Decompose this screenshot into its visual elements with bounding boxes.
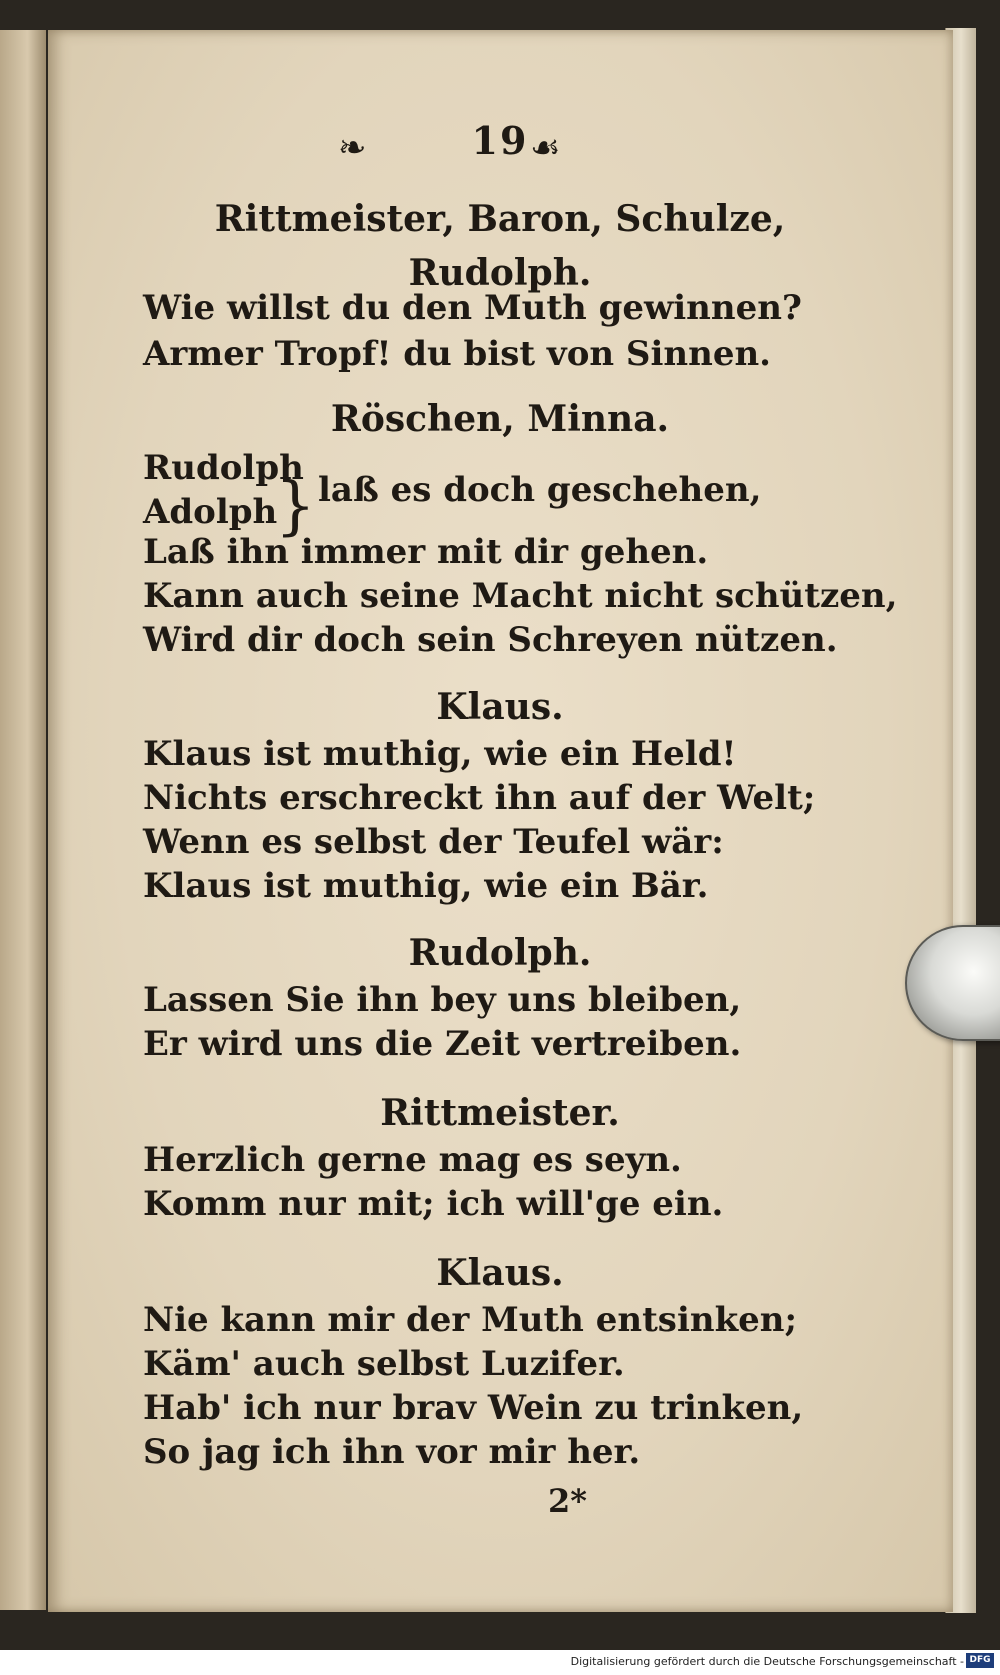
verse-line: Kann auch seine Macht nicht schützen,: [143, 576, 898, 616]
speaker-heading: Röschen, Minna.: [330, 398, 670, 440]
verse-line: Klaus ist muthig, wie ein Bär.: [143, 866, 709, 906]
brace-name: Adolph: [143, 492, 278, 532]
verse-line: So jag ich ihn vor mir her.: [143, 1432, 641, 1472]
footer-credit: Digitalisierung gefördert durch die Deutsche Forschungsgemeinschaft -: [570, 1655, 964, 1668]
verse-line: Armer Tropf! du bist von Sinnen.: [143, 334, 772, 374]
verse-line: Wenn es selbst der Teufel wär:: [143, 822, 724, 862]
verse-line: Lassen Sie ihn bey uns bleiben,: [143, 980, 742, 1020]
verse-line: Er wird uns die Zeit vertreiben.: [143, 1024, 742, 1064]
page-number: 19: [471, 118, 529, 163]
speaker-heading: Rudolph.: [408, 252, 592, 294]
brace-icon: }: [275, 469, 316, 543]
speaker-heading: Klaus.: [436, 686, 564, 728]
ornament-right-icon: ☙: [530, 128, 561, 168]
speaker-heading: Rittmeister.: [380, 1092, 620, 1134]
verse-line: Komm nur mit; ich will'ge ein.: [143, 1184, 724, 1224]
speaker-heading: Klaus.: [436, 1252, 564, 1294]
verse-line: Hab' ich nur brav Wein zu trinken,: [143, 1388, 804, 1428]
verse-line: Nichts erschreckt ihn auf der Welt;: [143, 778, 816, 818]
verse-line: laß es doch geschehen,: [318, 470, 762, 510]
verse-line: Laß ihn immer mit dir gehen.: [143, 532, 709, 572]
signature-mark: 2*: [548, 1482, 587, 1520]
speaker-heading: Rittmeister, Baron, Schulze,: [214, 198, 786, 240]
speaker-heading: Rudolph.: [408, 932, 592, 974]
dfg-logo[interactable]: DFG: [966, 1653, 994, 1668]
ornament-left-icon: ❧: [338, 128, 367, 168]
verse-line: Käm' auch selbst Luzifer.: [143, 1344, 625, 1384]
verse-line: Herzlich gerne mag es seyn.: [143, 1140, 682, 1180]
verse-line: Nie kann mir der Muth entsinken;: [143, 1300, 798, 1340]
verse-line: Klaus ist muthig, wie ein Held!: [143, 734, 737, 774]
verse-line: Wie willst du den Muth gewinnen?: [143, 288, 802, 328]
verse-line: Wird dir doch sein Schreyen nützen.: [143, 620, 838, 660]
brace-name: Rudolph: [143, 448, 304, 488]
